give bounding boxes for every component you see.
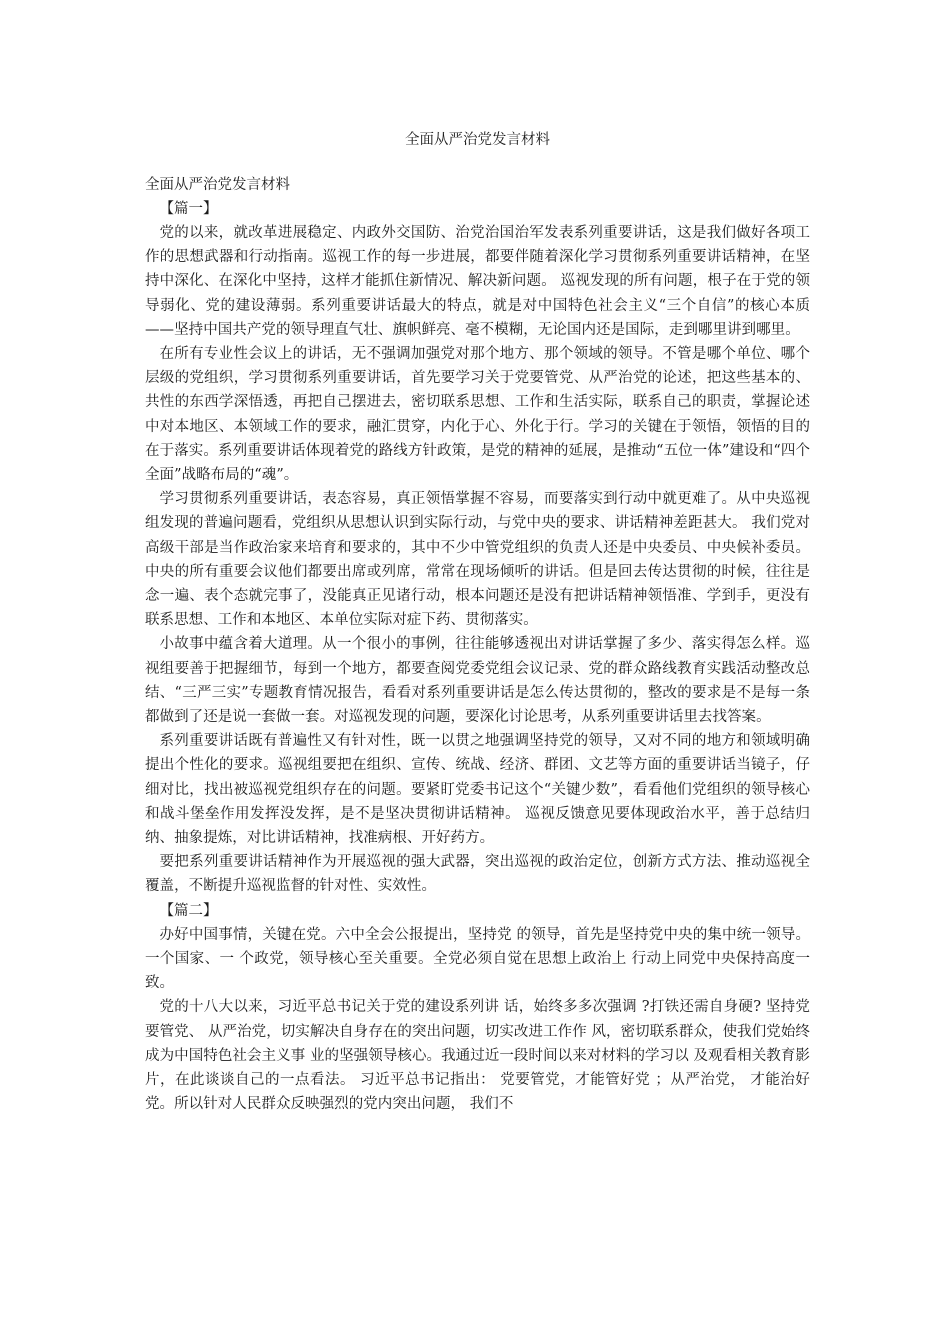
paragraph: 小故事中蕴含着大道理。从一个很小的事例，往往能够透视出对讲话掌握了多少、落实得怎么样。巡视组要善于把握细节，每到一个地方，都要查阅党委党组会议记录、党的群众路线教育实践活动整改总结、“三严三实”专题教育情况报告，看看对系列重要讲话是怎么传达贯彻的，整改的要求是不是每一条都做到了还是说一套做一套。对巡视发现的问题，要深化讨论思考，从系列重要讲话里去找答案。 <box>145 636 810 726</box>
document-title: 全面从严治党发言材料 <box>405 132 550 148</box>
paragraph: 在所有专业性会议上的讲话，无不强调加强党对那个地方、那个领域的领导。不管是哪个单位、哪个层级的党组织，学习贯彻系列重要讲话，首先要学习关于党要管党、从严治党的论述，把这些基本的、共性的东西学深悟透，再把自己摆进去，密切联系思想、工作和生活实际，联系自己的职责，掌握论述中对本地区、本领域工作的要求，融汇贯穿，内化于心、外化于行。学习的关键在于领悟，领悟的目的在于落实。系列重要讲话体现着党的路线方针政策，是党的精神的延展，是推动“五位一体”建设和“四个全面”战略布局的“魂”。 <box>145 346 810 484</box>
paragraph: 党的十八大以来，习近平总书记关于党的建设系列讲 话，始终多多次强调 ?打铁还需自身硬? 坚持党要管党、 从严治党，切实解决自身存在的突出问题，切实改进工作作 风，密切联系群众，使我们党始终成为中国特色社会主义事 业的坚强领导核心。我通过近一段时间以来对材料的学习以 及观看相关教育影片，在此谈谈自己的一点看法。 习近平总书记指出： 党要管党，才能管好党 ；从严治党， 才能治好党。所以针对人民群众反映强烈的党内突出问题， 我们不 <box>145 999 810 1113</box>
document-subtitle: 全面从严治党发言材料 <box>145 177 290 193</box>
paragraph: 党的以来，就改革进展稳定、内政外交国防、治党治国治军发表系列重要讲话，这是我们做好各项工作的思想武器和行动指南。巡视工作的每一步进展，都要伴随着深化学习贯彻系列重要讲话精神，在坚持中深化、在深化中坚持，这样才能抓住新情况、解决新问题。 巡视发现的所有问题，根子在于党的领导弱化、党的建设薄弱。系列重要讲话最大的特点，就是对中国特色社会主义“三个自信”的核心本质——坚持中国共产党的领导理直气壮、旗帜鲜亮、毫不模糊，无论国内还是国际，走到哪里讲到哪里。 <box>145 225 810 338</box>
paragraph: 要把系列重要讲话精神作为开展巡视的强大武器，突出巡视的政治定位，创新方式方法、推动巡视全覆盖，不断提升巡视监督的针对性、实效性。 <box>145 854 810 895</box>
paragraph: 办好中国事情，关键在党。六中全会公报提出，坚持党 的领导，首先是坚持党中央的集中统一领导。一个国家、一 个政党，领导核心至关重要。全党必须自觉在思想上政治上 行动上同党中央保持高度一致。 <box>145 926 810 992</box>
paragraph: 学习贯彻系列重要讲话，表态容易，真正领悟掌握不容易，而要落实到行动中就更难了。从中央巡视组发现的普遍问题看，党组织从思想认识到实际行动，与党中央的要求、讲话精神差距甚大。 我们党对高级干部是当作政治家来培育和要求的，其中不少中管党组织的负责人还是中央委员、中央候补委员。中央的所有重要会议他们都要出席或列席，常常在现场倾听的讲话。但是回去传达贯彻的时候，往往是念一遍、表个态就完事了，没能真正见诸行动，根本问题还是没有把讲话精神领悟准、学到手，更没有联系思想、工作和本地区、本单位实际对症下药、贯彻落实。 <box>145 491 810 629</box>
section-label-2: 【篇二】 <box>159 902 218 919</box>
paragraph: 系列重要讲话既有普遍性又有针对性，既一以贯之地强调坚持党的领导，又对不同的地方和领域明确提出个性化的要求。巡视组要把在组织、宣传、统战、经济、群团、文艺等方面的重要讲话当镜子，仔细对比，找出被巡视党组织存在的问题。要紧盯党委书记这个“关键少数”，看看他们党组织的领导核心和战斗堡垒作用发挥没发挥，是不是坚决贯彻讲话精神。 巡视反馈意见要体现政治水平，善于总结归纳、抽象提炼，对比讲话精神，找准病根、开好药方。 <box>145 733 810 847</box>
document-body <box>145 173 810 1116</box>
section-label-1: 【篇一】 <box>159 201 218 217</box>
